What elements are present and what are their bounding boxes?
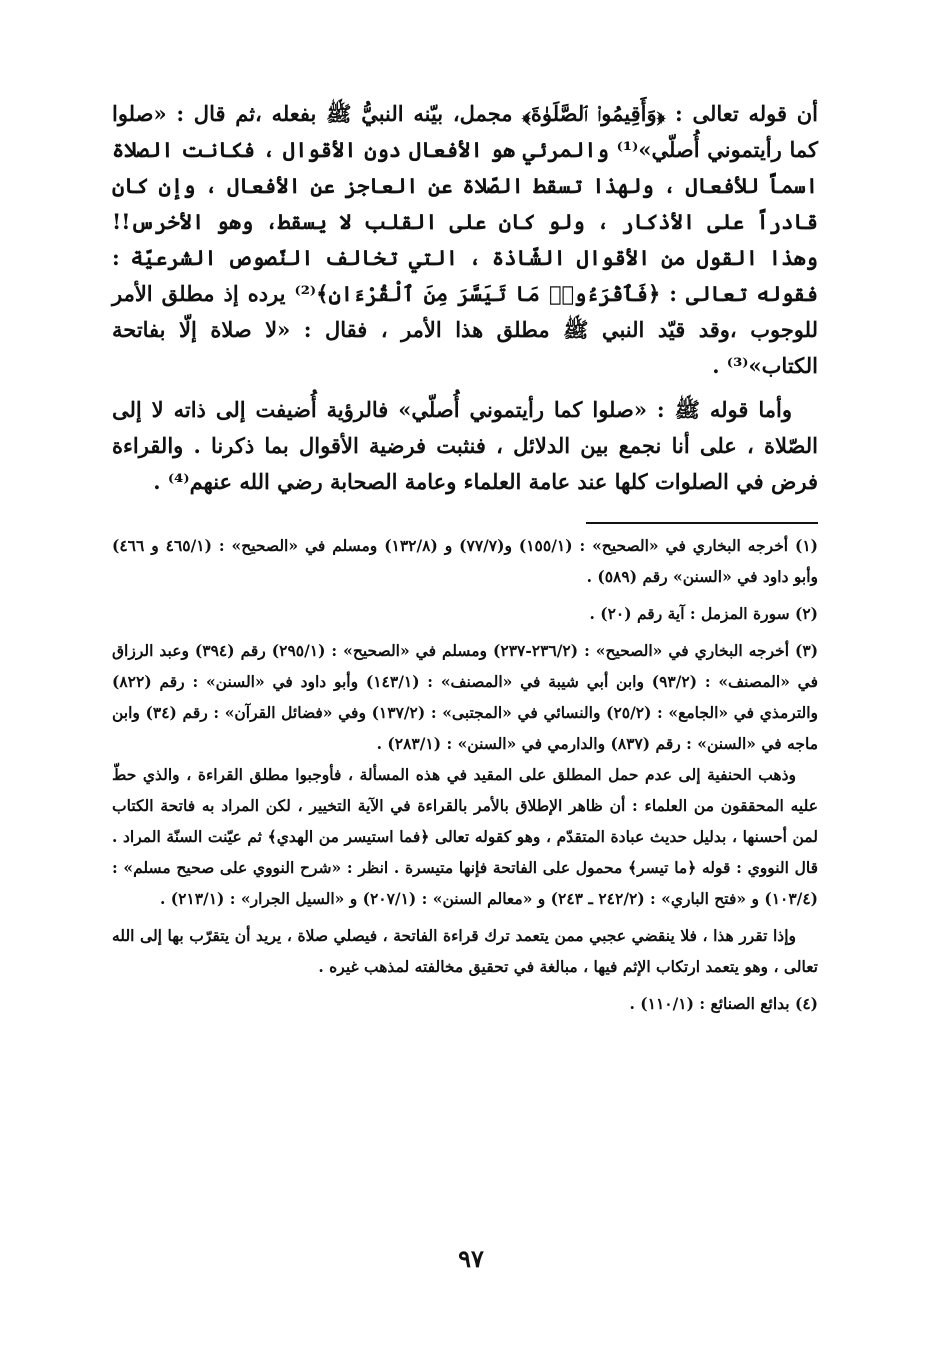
footnotes bbox=[112, 530, 818, 1019]
footnote-separator bbox=[586, 522, 818, 524]
main-paragraph: أن قوله تعالى : ﴿وَأَقِيمُوا۟ ٱلصَّلَوٰةَ﴾ مجمل، بيّنه النبيُّ ﷺ بفعله ،ثم قال : «صلوا كما رأيتموني أُصلّي»⁽¹⁾ والمرئي هو الأفعال دون الأقوال ، فكانت الصلاة اسماً للأفعال ، ولهذا تسقط الصّلاة عن العاجز عن الأفعال ، وإن كان قادراً على الأذكار ، ولو كان على القلب لا يسقط، وهو الأخرس!! وهذا القول من الأقوال الشّاذة ، التي تخالف النّصوص الشرعيّة : فقوله تعالى : ﴿فَٱقْرَءُوا۟ مَا تَيَسَّرَ مِنَ ٱلْقُرْءَانِ﴾⁽²⁾ يرده إذ مطلق الأمر للوجوب ،وقد قيّد النبي ﷺ مطلق هذا الأمر ، فقال : «لا صلاة إلّا بفاتحة الكتاب»⁽³⁾ . bbox=[112, 101, 819, 378]
footnote-1: (١) أخرجه البخاري في «الصحيح» : (١٥٥/١) و(٧٧/٧) و (١٣٢/٨) ومسلم في «الصحيح» : (٤٦٥/١ و ٤٦٦) وأبو داود في «السنن» رقم (٥٨٩) . bbox=[112, 536, 819, 586]
main-text bbox=[112, 96, 818, 500]
footnote-4: (٤) بدائع الصنائع : (١١٠/١) . bbox=[629, 994, 818, 1013]
footnote-2: (٢) سورة المزمل : آية رقم (٢٠) . bbox=[589, 604, 818, 623]
page-body bbox=[112, 96, 818, 1019]
footnote-3: (٣) أخرجه البخاري في «الصحيح» : (٢٣٦/٢-٢٣٧) ومسلم في «الصحيح» : (٢٩٥/١) رقم (٣٩٤) وعبد الرزاق في «المصنف» : (٩٣/٢) وابن أبي شيبة في «المصنف» : (١٤٣/١) وأبو داود في «السنن» : رقم (٨٢٢) والترمذي في «الجامع» : (٢٥/٢) والنسائي في «المجتبى» : (١٣٧/٢) وفي «فضائل القرآن» : رقم (٣٤) وابن ماجه في «السنن» : رقم (٨٣٧) والدارمي في «السنن» : (٢٨٣/١) . bbox=[112, 641, 819, 753]
main-paragraph: وأما قوله ﷺ : «صلوا كما رأيتموني أُصلّي» فالرؤية أُضيفت إلى ذاته لا إلى الصّلاة ، على أنا نجمع بين الدلائل ، فنثبت فرضية الأقوال بما ذكرنا . والقراءة فرض في الصلوات كلها عند عامة العلماء وعامة الصحابة رضي الله عنهم⁽⁴⁾ . bbox=[112, 397, 818, 494]
page-number: ٩٧ bbox=[458, 1244, 484, 1273]
footnote-3-continuation: وذهب الحنفية إلى عدم حمل المطلق على المقيد في هذه المسألة ، فأوجبوا مطلق القراءة ، والذي حطّ عليه المحققون من العلماء : أن ظاهر الإطلاق بالأمر بالقراءة في الآية التخيير ، لكن المراد به فاتحة الكتاب لمن أحسنها ، بدليل حديث عبادة المتقدّم ، وهو كقوله تعالى ﴿فما استيسر من الهدي﴾ ثم عيّنت السنّة المراد . قال النووي : قوله ﴿ما تيسر﴾ محمول على الفاتحة فإنها متيسرة . انظر : «شرح النووي على صحيح مسلم» : (١٠٣/٤) و «فتح الباري» : (٢٤٢/٢ ـ ٢٤٣) و «معالم السنن» : (٢٠٧/١) و «السيل الجرار» : (٢١٣/١) . bbox=[112, 765, 818, 908]
footnote-3-continuation: وإذا تقرر هذا ، فلا ينقضي عجبي ممن يتعمد ترك قراءة الفاتحة ، فيصلي صلاة ، يريد أن يتقرّب بها إلى الله تعالى ، وهو يتعمد ارتكاب الإثم فيها ، مبالغة في تحقيق مخالفته لمذهب غيره . bbox=[112, 926, 818, 976]
